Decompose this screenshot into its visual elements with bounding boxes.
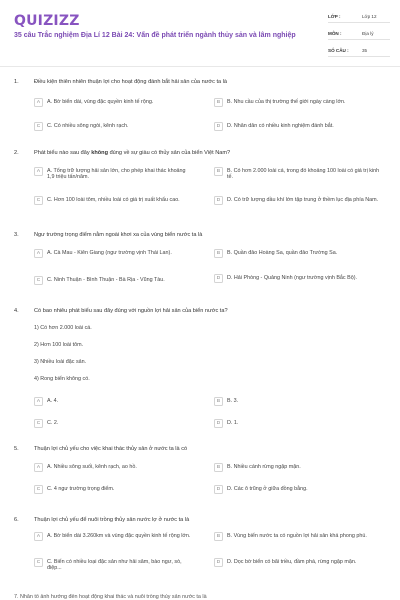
question-text: Có bao nhiêu phát biểu sau đây đúng với nguồn lợi hải sản của biển nước ta? [34,308,228,314]
option-text: A. Bờ biển dài, vùng đặc quyền kinh tế rộng. [47,99,154,105]
option-letter: B [214,98,223,107]
option-letter: C [34,558,43,567]
meta-label: SỐ CÂU : [328,47,349,53]
meta-row-question-count [328,44,390,57]
option-letter: D [214,558,223,567]
question-text [34,150,374,157]
option-letter: B [214,397,223,406]
question-number: 3. [14,232,19,238]
document-title: 35 câu Trắc nghiệm Địa Lí 12 Bài 24: Vấn đề phát triển ngành thủy sản và lâm nghiệp [14,32,296,39]
option-b[interactable] [214,167,384,181]
option-text: D. Có trữ lượng dầu khí lớn tập trung ở thềm lục địa phía Nam. [227,197,379,203]
option-text: D. Hải Phòng - Quảng Ninh (ngư trường vịnh Bắc Bộ). [227,275,358,281]
option-letter: D [214,274,223,283]
statement-2: 2) Hơn 100 loài tôm. [34,342,84,348]
option-a[interactable] [34,98,194,107]
question-number: 5. [14,446,19,452]
option-text: B. 3. [227,398,239,404]
option-text: A. Bờ biển dài 3.260km và vùng đặc quyền kinh tế rộng lớn. [47,533,191,539]
option-c[interactable] [34,558,194,572]
document-meta [328,10,390,61]
option-a[interactable] [34,167,194,181]
meta-label: MÔN : [328,30,342,36]
option-b[interactable] [214,249,384,258]
option-d[interactable] [214,558,384,567]
option-letter: D [214,196,223,205]
option-letter: C [34,196,43,205]
option-c[interactable] [34,122,194,131]
option-letter: A [34,532,43,541]
option-text: B. Vùng biển nước ta có nguồn lợi hải sản khá phong phú. [227,533,367,539]
question-text-post: đúng về sự giàu có thủy sản của biển Việt Nam? [108,150,231,156]
option-a[interactable] [34,397,194,406]
document-header [0,0,400,62]
statement-4: 4) Rong biển không có. [34,376,90,382]
option-c[interactable] [34,196,194,205]
option-text: C. Hơn 100 loài tôm, nhiều loài có giá trị xuất khẩu cao. [47,197,180,203]
option-text: C. Có nhiều sông ngòi, kênh rạch. [47,123,129,129]
option-a[interactable] [34,249,204,258]
option-b[interactable] [214,98,384,107]
option-b[interactable] [214,397,384,406]
option-c[interactable] [34,419,194,428]
option-text: C. 4 ngư trường trọng điểm. [47,486,115,492]
option-a[interactable] [34,532,194,541]
option-letter: B [214,532,223,541]
option-text: B. Có hơn 2.000 loài cá, trong đó khoảng 100 loài có giá trị kinh tế. [227,168,380,181]
meta-row-subject [328,27,390,40]
option-d[interactable] [214,485,384,494]
option-letter: C [34,485,43,494]
option-letter: A [34,249,43,258]
header-divider [0,66,400,67]
question-number: 6. [14,517,19,523]
option-text: C. 2. [47,420,59,426]
question-text: Ngư trường trọng điểm nằm ngoài khơi xa của vùng biển nước ta là [34,232,203,238]
option-text: C. Biển có nhiều loại đặc sản như hải sâm, bào ngư, sò, điệp... [47,559,182,572]
question-text-emphasis: không [91,150,109,156]
option-letter: D [214,122,223,131]
question-text: Thuận lợi chủ yếu để nuôi trồng thủy sản nước lợ ở nước ta là [34,517,190,523]
option-letter: C [34,276,43,285]
meta-label: LỚP : [328,13,341,19]
option-letter: D [214,485,223,494]
option-c[interactable] [34,485,194,494]
option-letter: A [34,463,43,472]
option-text: B. Nhu cầu của thị trường thế giới ngày càng lớn. [227,99,346,105]
question-text: Thuận lợi chủ yếu cho việc khai thác thủy sản ở nước ta là có [34,446,188,452]
option-text: B. Quần đảo Hoàng Sa, quần đảo Trường Sa. [227,250,338,256]
statement-3: 3) Nhiều loài đặc sản. [34,359,87,365]
option-letter: D [214,419,223,428]
option-d[interactable] [214,196,384,205]
option-b[interactable] [214,532,384,541]
option-a[interactable] [34,463,194,472]
option-text: C. Ninh Thuận - Bình Thuận - Bà Rịa - Vũng Tàu. [47,277,165,283]
meta-value: Lớp 12 [362,13,377,19]
option-c[interactable] [34,276,204,285]
option-d[interactable] [214,274,384,283]
option-letter: B [214,167,223,176]
option-b[interactable] [214,463,384,472]
option-text: A. 4. [47,398,59,404]
option-letter: A [34,98,43,107]
question-number: 2. [14,150,19,156]
option-letter: A [34,397,43,406]
option-text: A. Nhiều sông suối, kênh rạch, ao hồ. [47,464,137,470]
option-text: D. Các ô trũng ở giữa đồng bằng. [227,486,308,492]
question-7-partial: 7. Nhân tố ảnh hưởng đến hoạt động khai thác và nuôi trồng thủy sản nước ta là [14,594,207,600]
question-text-pre: Phát biểu nào sau đây [34,150,92,156]
option-letter: C [34,419,43,428]
option-text: D. Dọc bờ biển có bãi triều, đầm phá, rừng ngập mặn. [227,559,357,565]
meta-row-grade [328,10,390,23]
question-text: Điều kiện thiên nhiên thuận lợi cho hoạt động đánh bắt hải sản của nước ta là [34,79,228,85]
quizizz-logo: QUIZIZZ [14,13,80,29]
option-text: B. Nhiều cánh rừng ngập mặn. [227,464,301,470]
question-number: 1. [14,79,19,85]
option-text: A. Cà Mau - Kiên Giang (ngư trường vịnh Thái Lan). [47,250,172,256]
option-d[interactable] [214,122,384,131]
meta-value: 35 [362,47,368,53]
option-d[interactable] [214,419,384,428]
option-text: A. Tổng trữ lượng hải sản lớn, cho phép khai thác khoảng 1,9 triệu tấn/năm. [47,168,186,181]
statement-1: 1) Có hơn 2.000 loài cá. [34,325,92,331]
option-letter: B [214,463,223,472]
option-letter: C [34,122,43,131]
option-letter: A [34,167,43,176]
meta-value: Địa lý [362,30,374,36]
option-text: D. 1. [227,420,239,426]
question-number: 4. [14,308,19,314]
option-letter: B [214,249,223,258]
option-text: D. Nhân dân có nhiều kinh nghiệm đánh bắt. [227,123,334,129]
